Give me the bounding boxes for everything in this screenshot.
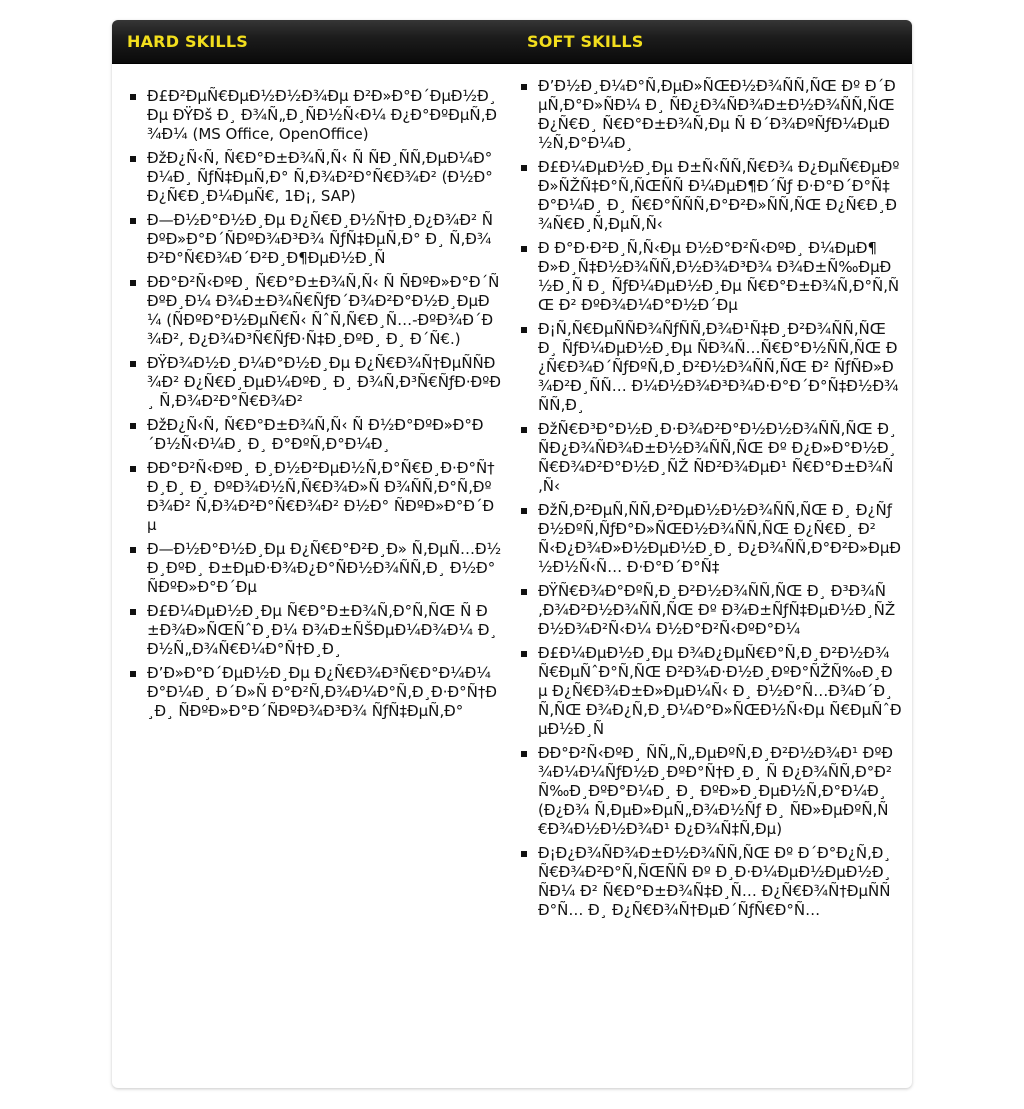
list-item: Ð£Ð¼ÐµÐ½Ð¸Ðµ Ð¾Ð¿ÐµÑ€Ð°Ñ‚Ð¸Ð²Ð½Ð¾ Ñ€ÐµÑˆÐ°Ñ‚ÑŒ Ð²Ð¾Ð·Ð½Ð¸ÐºÐ°ÑŽÑ‰Ð¸Ðµ Ð¿Ñ€Ð¾Ð±Ð»ÐµÐ¼Ñ‹ Ð¸ Ð½Ð°Ñ…Ð¾Ð´Ð¸Ñ‚ÑŒ Ð¾Ð¿Ñ‚Ð¸Ð¼Ð°Ð»ÑŒÐ½Ñ‹Ðµ Ñ€ÐµÑˆÐµÐ½Ð¸Ñ [520, 644, 902, 739]
list-item: Ð¡Ð¿Ð¾ÑÐ¾Ð±Ð½Ð¾ÑÑ‚ÑŒ Ðº Ð´Ð°Ð¿Ñ‚Ð¸Ñ€Ð¾Ð²Ð°Ñ‚ÑŒÑÑ Ðº Ð¸Ð·Ð¼ÐµÐ½ÐµÐ½Ð¸ÑÐ¼ Ð² Ñ€Ð°Ð±Ð¾Ñ‡Ð¸Ñ… Ð¿Ñ€Ð¾Ñ†ÐµÑÑÐ°Ñ… Ð¸ Ð¿Ñ€Ð¾Ñ†ÐµÐ´ÑƒÑ€Ð°Ñ… [520, 844, 902, 920]
list-item: ÐžÐ¿Ñ‹Ñ‚ Ñ€Ð°Ð±Ð¾Ñ‚Ñ‹ Ñ Ð½Ð°ÐºÐ»Ð°Ð´Ð½Ñ‹Ð¼Ð¸ Ð¸ Ð°ÐºÑ‚Ð°Ð¼Ð¸ [129, 416, 502, 454]
soft-skills-heading: SOFT SKILLS [527, 32, 644, 51]
skills-header [112, 20, 912, 64]
list-item: Ð£Ð¼ÐµÐ½Ð¸Ðµ Ñ€Ð°Ð±Ð¾Ñ‚Ð°Ñ‚ÑŒ Ñ Ð±Ð¾Ð»ÑŒÑˆÐ¸Ð¼ Ð¾Ð±ÑŠÐµÐ¼Ð¾Ð¼ Ð¸Ð½Ñ„Ð¾Ñ€Ð¼Ð°Ñ†Ð¸Ð¸ [129, 602, 502, 659]
hard-skills-column [112, 64, 512, 925]
list-item: Ð£Ð²ÐµÑ€ÐµÐ½Ð½Ð¾Ðµ Ð²Ð»Ð°Ð´ÐµÐ½Ð¸Ðµ ÐŸÐš Ð¸ Ð¾Ñ„Ð¸ÑÐ½Ñ‹Ð¼ Ð¿Ð°ÐºÐµÑ‚Ð¾Ð¼ (MS Office, OpenOffice) [129, 87, 502, 144]
list-item: ÐŸÑ€Ð¾Ð°ÐºÑ‚Ð¸Ð²Ð½Ð¾ÑÑ‚ÑŒ Ð¸ Ð³Ð¾Ñ‚Ð¾Ð²Ð½Ð¾ÑÑ‚ÑŒ Ðº Ð¾Ð±ÑƒÑ‡ÐµÐ½Ð¸ÑŽ Ð½Ð¾Ð²Ñ‹Ð¼ Ð½Ð°Ð²Ñ‹ÐºÐ°Ð¼ [520, 582, 902, 639]
list-item: ÐÐ°Ð²Ñ‹ÐºÐ¸ Ð¸Ð½Ð²ÐµÐ½Ñ‚Ð°Ñ€Ð¸Ð·Ð°Ñ†Ð¸Ð¸ Ð¸ ÐºÐ¾Ð½Ñ‚Ñ€Ð¾Ð»Ñ Ð¾ÑÑ‚Ð°Ñ‚ÐºÐ¾Ð² Ñ‚Ð¾Ð²Ð°Ñ€Ð¾Ð² Ð½Ð° ÑÐºÐ»Ð°Ð´Ðµ [129, 459, 502, 535]
skills-body [112, 64, 912, 925]
list-item: Ð—Ð½Ð°Ð½Ð¸Ðµ Ð¿Ñ€Ð°Ð²Ð¸Ð» Ñ‚ÐµÑ…Ð½Ð¸ÐºÐ¸ Ð±ÐµÐ·Ð¾Ð¿Ð°ÑÐ½Ð¾ÑÑ‚Ð¸ Ð½Ð° ÑÐºÐ»Ð°Ð´Ðµ [129, 540, 502, 597]
hard-skills-list [129, 87, 502, 721]
list-item: ÐžÐ¿Ñ‹Ñ‚ Ñ€Ð°Ð±Ð¾Ñ‚Ñ‹ Ñ ÑÐ¸ÑÑ‚ÐµÐ¼Ð°Ð¼Ð¸ ÑƒÑ‡ÐµÑ‚Ð° Ñ‚Ð¾Ð²Ð°Ñ€Ð¾Ð² (Ð½Ð°Ð¿Ñ€Ð¸Ð¼ÐµÑ€, 1Ð¡, SAP) [129, 149, 502, 206]
skills-card [112, 20, 912, 1088]
list-item: Ð’Ð»Ð°Ð´ÐµÐ½Ð¸Ðµ Ð¿Ñ€Ð¾Ð³Ñ€Ð°Ð¼Ð¼Ð°Ð¼Ð¸ Ð´Ð»Ñ Ð°Ð²Ñ‚Ð¾Ð¼Ð°Ñ‚Ð¸Ð·Ð°Ñ†Ð¸Ð¸ ÑÐºÐ»Ð°Ð´ÑÐºÐ¾Ð³Ð¾ ÑƒÑ‡ÐµÑ‚Ð° [129, 664, 502, 721]
list-item: Ð’Ð½Ð¸Ð¼Ð°Ñ‚ÐµÐ»ÑŒÐ½Ð¾ÑÑ‚ÑŒ Ðº Ð´ÐµÑ‚Ð°Ð»ÑÐ¼ Ð¸ ÑÐ¿Ð¾ÑÐ¾Ð±Ð½Ð¾ÑÑ‚ÑŒ Ð¿Ñ€Ð¸ Ñ€Ð°Ð±Ð¾Ñ‚Ðµ Ñ Ð´Ð¾ÐºÑƒÐ¼ÐµÐ½Ñ‚Ð°Ð¼Ð¸ [520, 77, 902, 153]
list-item: Ð Ð°Ð·Ð²Ð¸Ñ‚Ñ‹Ðµ Ð½Ð°Ð²Ñ‹ÐºÐ¸ Ð¼ÐµÐ¶Ð»Ð¸Ñ‡Ð½Ð¾ÑÑ‚Ð½Ð¾Ð³Ð¾ Ð¾Ð±Ñ‰ÐµÐ½Ð¸Ñ Ð¸ ÑƒÐ¼ÐµÐ½Ð¸Ðµ Ñ€Ð°Ð±Ð¾Ñ‚Ð°Ñ‚ÑŒ Ð² ÐºÐ¾Ð¼Ð°Ð½Ð´Ðµ [520, 239, 902, 315]
list-item: ÐÐ°Ð²Ñ‹ÐºÐ¸ Ñ€Ð°Ð±Ð¾Ñ‚Ñ‹ Ñ ÑÐºÐ»Ð°Ð´ÑÐºÐ¸Ð¼ Ð¾Ð±Ð¾Ñ€ÑƒÐ´Ð¾Ð²Ð°Ð½Ð¸ÐµÐ¼ (ÑÐºÐ°Ð½ÐµÑ€Ñ‹ ÑˆÑ‚Ñ€Ð¸Ñ…-ÐºÐ¾Ð´Ð¾Ð², Ð¿Ð¾Ð³Ñ€ÑƒÐ·Ñ‡Ð¸ÐºÐ¸ Ð¸ Ð´Ñ€.) [129, 273, 502, 349]
list-item: ÐžÑ‚Ð²ÐµÑ‚ÑÑ‚Ð²ÐµÐ½Ð½Ð¾ÑÑ‚ÑŒ Ð¸ Ð¿ÑƒÐ½ÐºÑ‚ÑƒÐ°Ð»ÑŒÐ½Ð¾ÑÑ‚ÑŒ Ð¿Ñ€Ð¸ Ð²Ñ‹Ð¿Ð¾Ð»Ð½ÐµÐ½Ð¸Ð¸ Ð¿Ð¾ÑÑ‚Ð°Ð²Ð»ÐµÐ½Ð½Ñ‹Ñ… Ð·Ð°Ð´Ð°Ñ‡ [520, 501, 902, 577]
hard-skills-heading: HARD SKILLS [127, 32, 248, 51]
list-item: ÐŸÐ¾Ð½Ð¸Ð¼Ð°Ð½Ð¸Ðµ Ð¿Ñ€Ð¾Ñ†ÐµÑÑÐ¾Ð² Ð¿Ñ€Ð¸ÐµÐ¼ÐºÐ¸ Ð¸ Ð¾Ñ‚Ð³Ñ€ÑƒÐ·ÐºÐ¸ Ñ‚Ð¾Ð²Ð°Ñ€Ð¾Ð² [129, 354, 502, 411]
list-item: ÐžÑ€Ð³Ð°Ð½Ð¸Ð·Ð¾Ð²Ð°Ð½Ð½Ð¾ÑÑ‚ÑŒ Ð¸ ÑÐ¿Ð¾ÑÐ¾Ð±Ð½Ð¾ÑÑ‚ÑŒ Ðº Ð¿Ð»Ð°Ð½Ð¸Ñ€Ð¾Ð²Ð°Ð½Ð¸ÑŽ ÑÐ²Ð¾ÐµÐ¹ Ñ€Ð°Ð±Ð¾Ñ‚Ñ‹ [520, 420, 902, 496]
list-item: ÐÐ°Ð²Ñ‹ÐºÐ¸ ÑÑ„Ñ„ÐµÐºÑ‚Ð¸Ð²Ð½Ð¾Ð¹ ÐºÐ¾Ð¼Ð¼ÑƒÐ½Ð¸ÐºÐ°Ñ†Ð¸Ð¸ Ñ Ð¿Ð¾ÑÑ‚Ð°Ð²Ñ‰Ð¸ÐºÐ°Ð¼Ð¸ Ð¸ ÐºÐ»Ð¸ÐµÐ½Ñ‚Ð°Ð¼Ð¸ (Ð¿Ð¾ Ñ‚ÐµÐ»ÐµÑ„Ð¾Ð½Ñƒ Ð¸ ÑÐ»ÐµÐºÑ‚Ñ€Ð¾Ð½Ð½Ð¾Ð¹ Ð¿Ð¾Ñ‡Ñ‚Ðµ) [520, 744, 902, 839]
soft-skills-list [520, 77, 902, 920]
list-item: Ð£Ð¼ÐµÐ½Ð¸Ðµ Ð±Ñ‹ÑÑ‚Ñ€Ð¾ Ð¿ÐµÑ€ÐµÐºÐ»ÑŽÑ‡Ð°Ñ‚ÑŒÑÑ Ð¼ÐµÐ¶Ð´Ñƒ Ð·Ð°Ð´Ð°Ñ‡Ð°Ð¼Ð¸ Ð¸ Ñ€Ð°ÑÑÑ‚Ð°Ð²Ð»ÑÑ‚ÑŒ Ð¿Ñ€Ð¸Ð¾Ñ€Ð¸Ñ‚ÐµÑ‚Ñ‹ [520, 158, 902, 234]
soft-skills-column [512, 64, 912, 925]
list-item: Ð¡Ñ‚Ñ€ÐµÑÑÐ¾ÑƒÑÑ‚Ð¾Ð¹Ñ‡Ð¸Ð²Ð¾ÑÑ‚ÑŒ Ð¸ ÑƒÐ¼ÐµÐ½Ð¸Ðµ ÑÐ¾Ñ…Ñ€Ð°Ð½ÑÑ‚ÑŒ Ð¿Ñ€Ð¾Ð´ÑƒÐºÑ‚Ð¸Ð²Ð½Ð¾ÑÑ‚ÑŒ Ð² ÑƒÑÐ»Ð¾Ð²Ð¸ÑÑ… Ð¼Ð½Ð¾Ð³Ð¾Ð·Ð°Ð´Ð°Ñ‡Ð½Ð¾ÑÑ‚Ð¸ [520, 320, 902, 415]
list-item: Ð—Ð½Ð°Ð½Ð¸Ðµ Ð¿Ñ€Ð¸Ð½Ñ†Ð¸Ð¿Ð¾Ð² ÑÐºÐ»Ð°Ð´ÑÐºÐ¾Ð³Ð¾ ÑƒÑ‡ÐµÑ‚Ð° Ð¸ Ñ‚Ð¾Ð²Ð°Ñ€Ð¾Ð´Ð²Ð¸Ð¶ÐµÐ½Ð¸Ñ [129, 211, 502, 268]
